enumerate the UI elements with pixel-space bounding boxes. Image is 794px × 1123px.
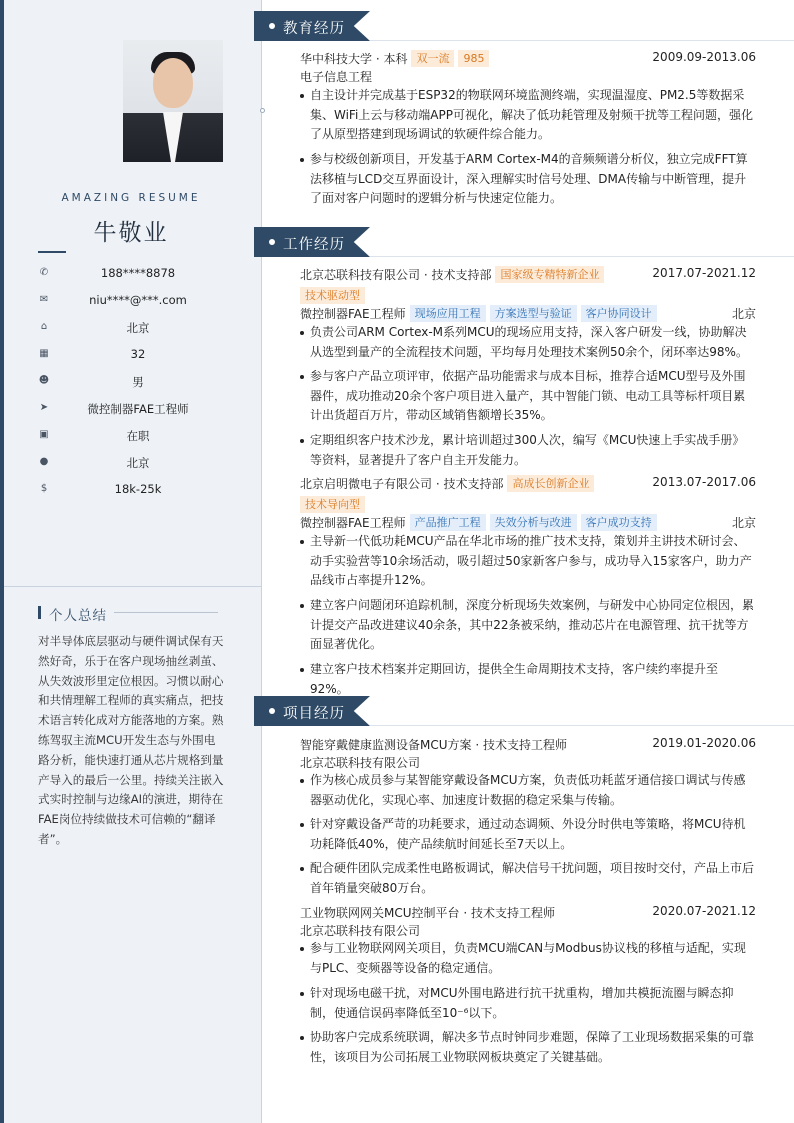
job-tag-row <box>300 496 756 514</box>
project-company: 北京芯联科技有限公司 <box>300 924 421 938</box>
tag: 客户协同设计 <box>581 305 657 322</box>
list-item: 负责公司ARM Cortex-M系列MCU的现场应用支持，深入客户研发一线，协助解决从选型到量产的全流程技术问题，平均每月处理技术案例50余个，闭环率达98%。 <box>300 323 756 362</box>
list-item: 参与工业物联网网关项目，负责MCU端CAN与Modbus协议栈的移植与适配，实现与PLC、变频器等设备的稳定通信。 <box>300 939 756 978</box>
mail-icon: ✉ <box>39 294 49 305</box>
company-name: 北京芯联科技有限公司 · 技术支持部 <box>300 268 492 282</box>
list-item: 参与校级创新项目，开发基于ARM Cortex-M4的音频频谱分析仪，独立完成FFT算法移植与LCD交互界面设计，深入理解实时信号处理、DMA传输与中断管理，提升了面对客户问题时的逻辑分析与快速定位能力。 <box>300 150 756 209</box>
info-phone: ✆ 188****8878 <box>39 266 176 280</box>
summary-heading: 个人总结 <box>38 604 218 622</box>
education-row <box>300 50 756 68</box>
job-role: 微控制器FAE工程师 <box>300 516 406 530</box>
list-item: 作为核心成员参与某智能穿戴设备MCU方案，负责低功耗蓝牙通信接口调试与传感器驱动优化，实现心率、加速度计数据的稳定采集与传输。 <box>300 771 756 810</box>
face-icon: ☻ <box>38 375 50 386</box>
list-item: 协助客户完成系统联调，解决多节点时钟同步难题，保障了工业现场数据采集的可靠性，该项目为公司拓展工业物联网板块奠定了关键基础。 <box>300 1028 756 1067</box>
info-position: ➤ 微控制器FAE工程师 <box>39 402 189 416</box>
home-icon: ⌂ <box>40 321 48 332</box>
phone-icon: ✆ <box>39 267 49 278</box>
tag: 现场应用工程 <box>410 305 486 322</box>
summary-text: 对半导体底层驱动与硬件调试保有天然好奇，乐于在客户现场抽丝剥茧、从失效波形里定位根因。习惯以耐心和共情理解工程师的真实痛点，把技术语言转化成对方能落地的方案。熟练驾驭主流MCU开发生态与外围电路分析，能快速打通从芯片规格到量产导入的最后一公里。持续关注嵌入式实时控制与边缘AI的演进，期待在FAE岗位持续做技术可信赖的“翻译者”。 <box>38 634 224 846</box>
info-city: ⌂ 北京 <box>38 318 238 338</box>
section-line <box>370 40 794 41</box>
project-name: 工业物联网网关MCU控制平台 · 技术支持工程师 <box>300 906 555 920</box>
company-name: 北京启明微电子有限公司 · 技术支持部 <box>300 477 504 491</box>
person-name: 牛敬业 <box>93 220 169 246</box>
info-gender: ☻ 男 <box>38 375 144 389</box>
job-company-row <box>300 266 756 284</box>
project-name: 智能穿戴健康监测设备MCU方案 · 技术支持工程师 <box>300 738 567 752</box>
list-item: 建立客户技术档案并定期回访，提供全生命周期技术支持，客户续约率提升至92%。 <box>300 660 756 699</box>
info-location: ● 北京 <box>39 456 150 470</box>
section-projects-header: 项目经历 <box>254 696 374 726</box>
list-item: 配合硬件团队完成柔性电路板调试，解决信号干扰问题，项目按时交付，产品上市后首年销量突破80万台。 <box>300 859 756 898</box>
sidebar-stripe <box>0 0 4 1123</box>
salary-icon: $ <box>40 483 48 494</box>
info-status: ▣ 在职 <box>39 429 150 443</box>
school-name: 华中科技大学 · 本科 <box>300 52 408 66</box>
list-item: 定期组织客户技术沙龙，累计培训超过300人次，编写《MCU快速上手实战手册》等资料，显著提升了客户自主开发能力。 <box>300 431 756 470</box>
job-date: 2017.07-2021.12 <box>652 266 756 280</box>
job-role-row <box>300 514 756 532</box>
list-item: 主导新一代低功耗MCU产品在华北市场的推广技术支持，策划并主讲技术研讨会、动手实验营等10余场活动，吸引超过50家新客户参与，成功导入15家客户，助力产品线市占率提升12%。 <box>300 532 756 591</box>
briefcase-icon: ▣ <box>39 429 49 440</box>
sidebar <box>0 0 262 1123</box>
tag: 高成长创新企业 <box>507 475 594 492</box>
tag: 客户成功支持 <box>581 514 657 531</box>
info-email: ✉ niu****@***.com <box>39 293 187 307</box>
job-company-row <box>300 475 756 493</box>
list-item: 建立客户问题闭环追踪机制，深度分析现场失效案例，与研发中心协同定位根因，累计提交产品改进建议40余条，其中22条被采纳，推动芯片在电源管理、抗干扰等方面显著优化。 <box>300 596 756 655</box>
job-city: 北京 <box>731 307 756 321</box>
info-age: ▦ 32 <box>39 347 146 361</box>
list-item: 自主设计并完成基于ESP32的物联网环境监测终端，实现温湿度、PM2.5等数据采集、WiFi上云与移动端APP可视化，解决了低功耗管理及射频干扰等工程问题，强化了从原型搭建到现场调试的软硬件综合能力。 <box>300 86 756 145</box>
job-role-row <box>300 305 756 323</box>
tag: 产品推广工程 <box>410 514 486 531</box>
list-item: 针对穿戴设备严苛的功耗要求，通过动态调频、外设分时供电等策略，将MCU待机功耗降低40%，使产品续航时间延长至7天以上。 <box>300 815 756 854</box>
section-work-header: 工作经历 <box>254 227 374 257</box>
job-tag-row <box>300 287 756 305</box>
project-row <box>300 904 756 922</box>
project-row <box>300 736 756 754</box>
send-icon: ➤ <box>39 402 49 413</box>
major: 电子信息工程 <box>300 70 373 84</box>
sidebar-divider <box>4 586 262 587</box>
project-company: 北京芯联科技有限公司 <box>300 756 421 770</box>
tag: 方案选型与验证 <box>490 305 577 322</box>
project-date: 2019.01-2020.06 <box>652 736 756 750</box>
location-pin-icon: ● <box>39 456 49 467</box>
education-date: 2009.09-2013.06 <box>652 50 756 64</box>
avatar <box>123 40 223 162</box>
timeline-dot <box>260 108 265 113</box>
tag: 985 <box>458 50 489 67</box>
tag: 失效分析与改进 <box>490 514 577 531</box>
section-line <box>370 256 794 257</box>
tag: 国家级专精特新企业 <box>495 266 604 283</box>
tag: 技术驱动型 <box>300 287 365 304</box>
info-salary: $ 18k-25k <box>38 480 238 500</box>
tag: 双一流 <box>411 50 454 67</box>
tag: 技术导向型 <box>300 496 365 513</box>
list-item: 参与客户产品立项评审，依据产品功能需求与成本目标，推荐合适MCU型号及外围器件，成功推动20余个客户项目进入量产，其中智能门锁、电动工具等标杆项目累计出货超百万片，带动区域销售额增长35%。 <box>300 367 756 426</box>
job-date: 2013.07-2017.06 <box>652 475 756 489</box>
job-role: 微控制器FAE工程师 <box>300 307 406 321</box>
section-line <box>370 725 794 726</box>
section-education-header: 教育经历 <box>254 11 374 41</box>
list-item: 针对现场电磁干扰，对MCU外围电路进行抗干扰重构，增加共模扼流圈与瞬态抑制，使通信误码率降低至10⁻⁶以下。 <box>300 984 756 1023</box>
project-date: 2020.07-2021.12 <box>652 904 756 918</box>
job-city: 北京 <box>731 516 756 530</box>
resume-tagline: AMAZING RESUME <box>61 192 201 204</box>
cake-icon: ▦ <box>39 348 49 359</box>
name-underline <box>38 251 66 253</box>
